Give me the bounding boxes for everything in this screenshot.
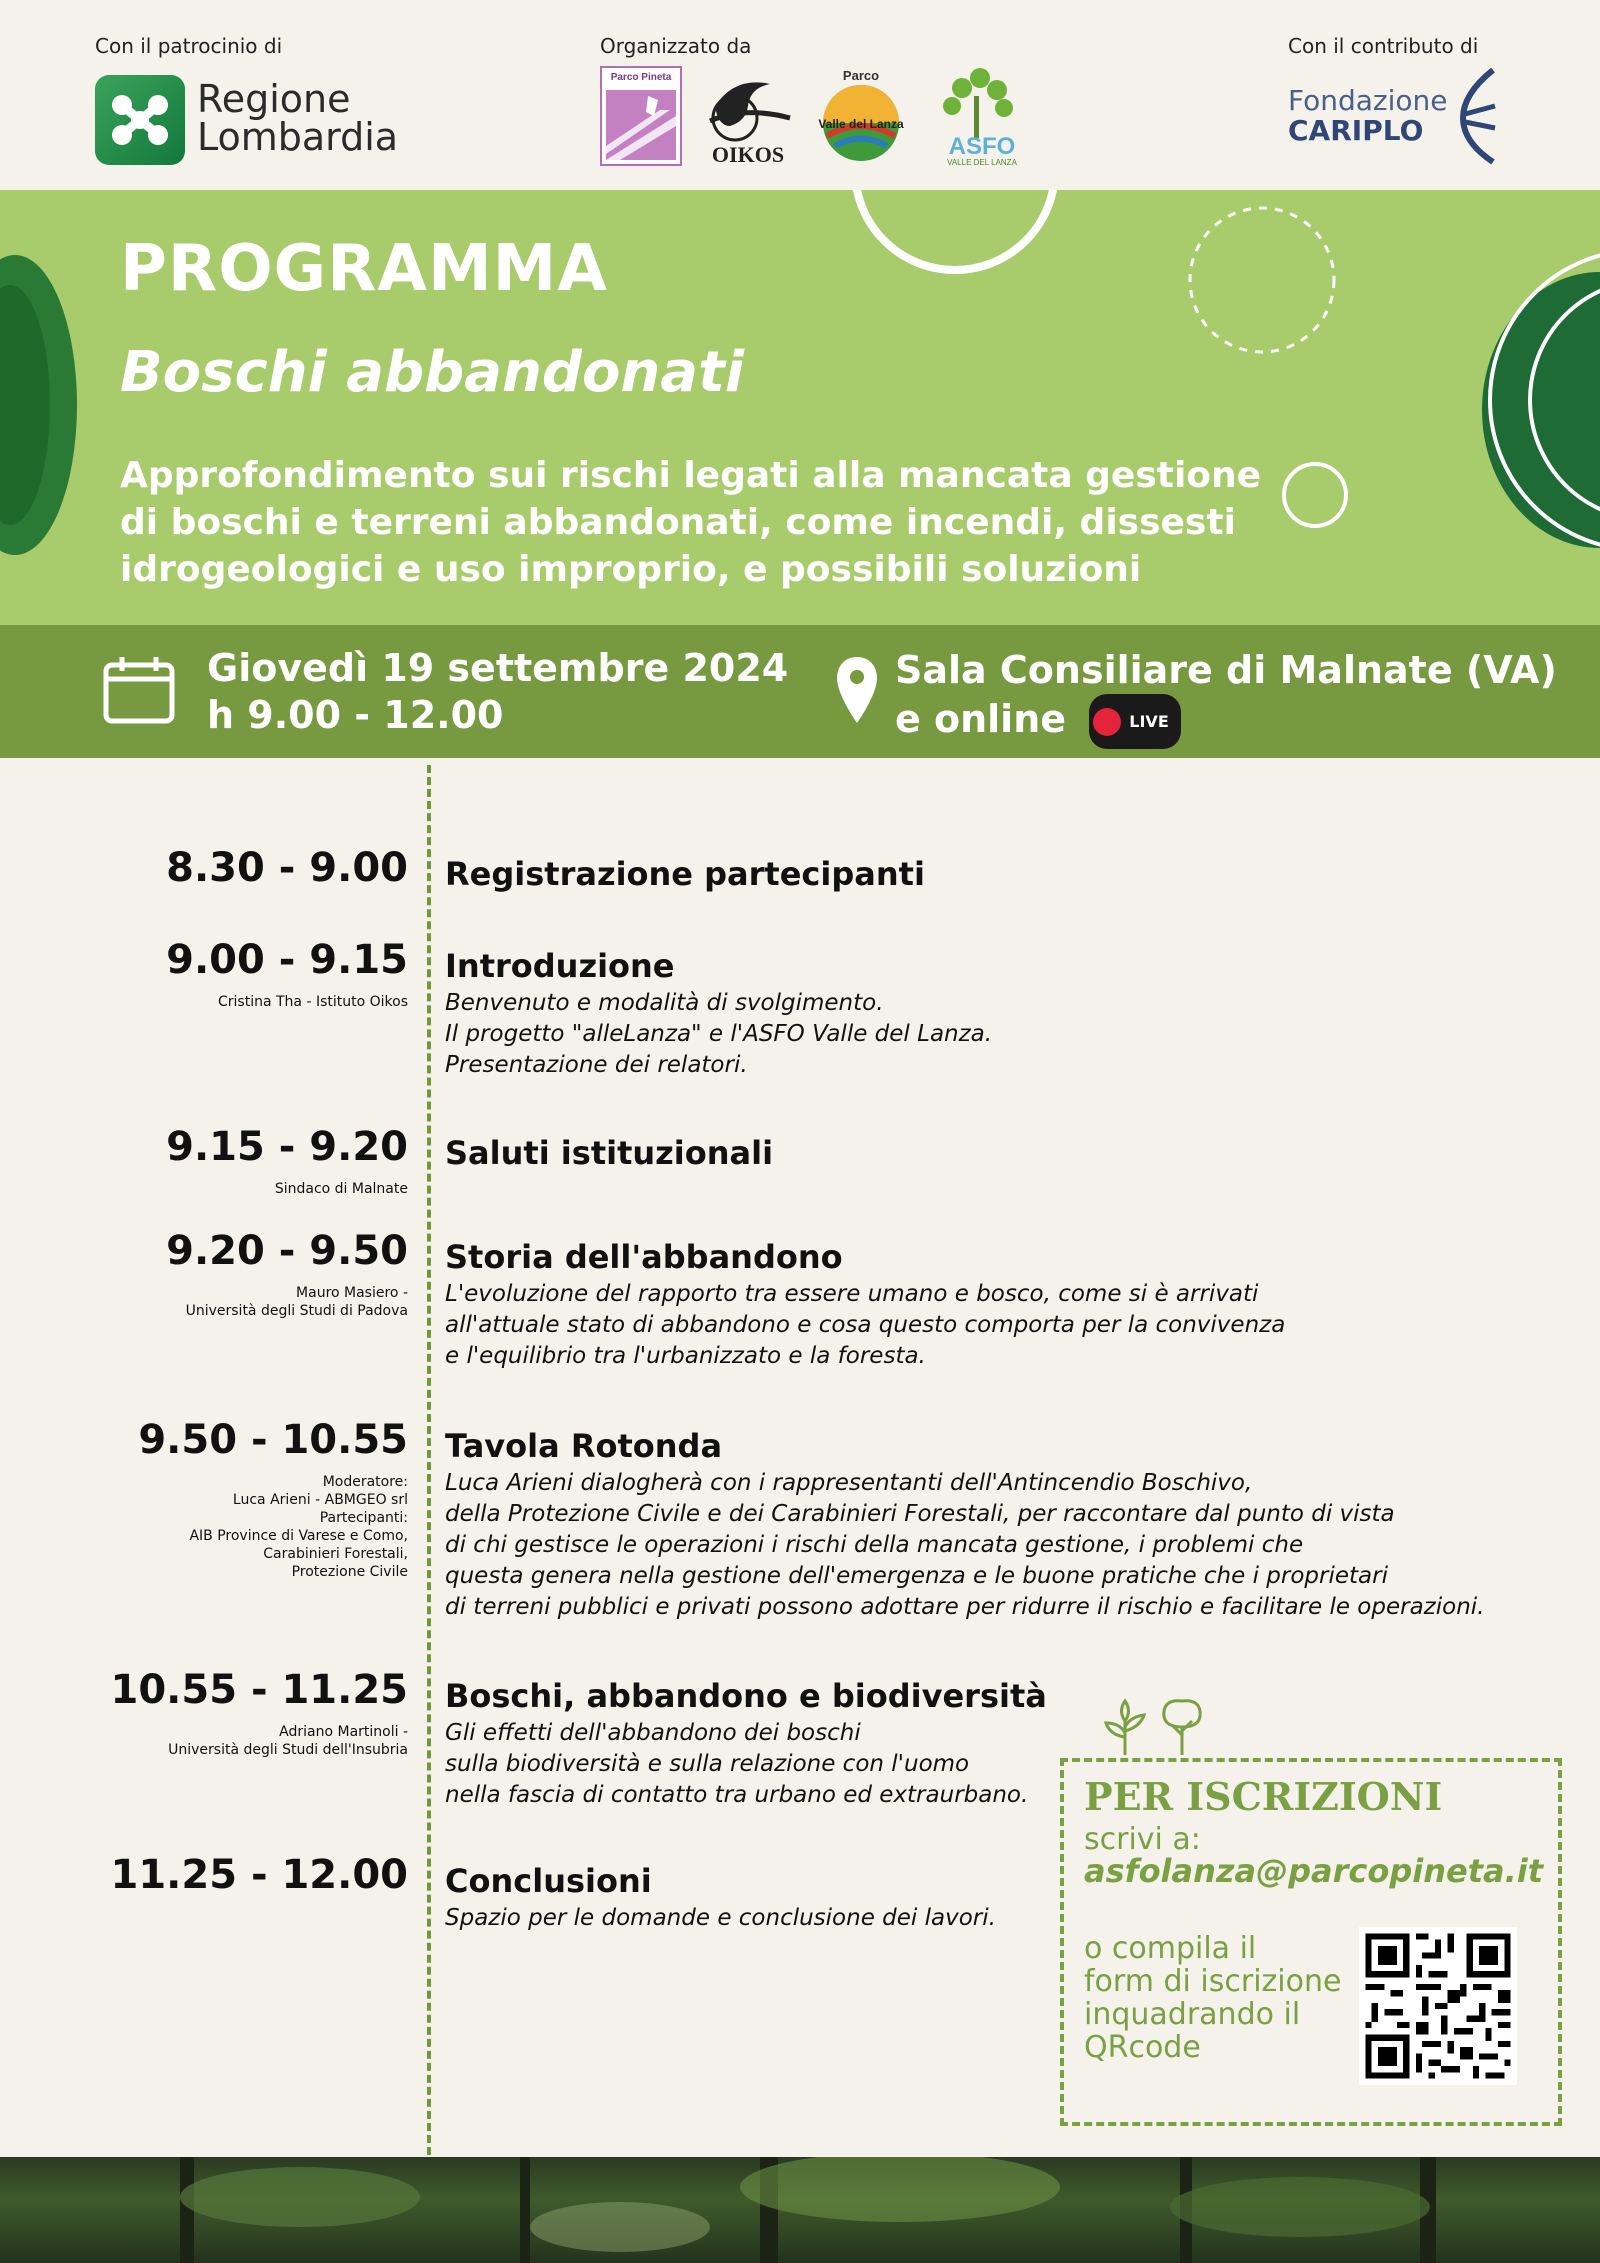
plant-icons bbox=[1100, 1697, 1215, 1761]
event-subtitle: Boschi abbandonati bbox=[120, 340, 745, 405]
slot-speaker: Cristina Tha - Istituto Oikos bbox=[218, 994, 408, 1010]
registration-box bbox=[1060, 1758, 1562, 2126]
event-online-line bbox=[895, 694, 1557, 749]
slot-title: Registrazione partecipanti bbox=[445, 855, 925, 893]
cariplo-mark-icon bbox=[1455, 66, 1499, 170]
organizzato-label: Organizzato da bbox=[600, 34, 752, 58]
live-badge: LIVE bbox=[1089, 694, 1180, 749]
patrocinio-label: Con il patrocinio di bbox=[95, 34, 283, 58]
slot-title: Saluti istituzionali bbox=[445, 1134, 774, 1172]
registration-form-text: o compila il form di iscrizione inquadrando il QRcode bbox=[1084, 1931, 1342, 2065]
registration-email-link[interactable]: asfolanza@parcopineta.it bbox=[1084, 1852, 1544, 1890]
registration-qr-code[interactable] bbox=[1359, 1927, 1517, 2085]
location-pin-icon bbox=[835, 655, 879, 729]
slot-title: Storia dell'abbandono bbox=[445, 1238, 843, 1276]
slot-description: Luca Arieni dialogherà con i rappresentanti dell'Antincendio Boschivo, della Protezione Civile e dei Carabinieri Forestali, per raccontare dal punto di vista di chi gestisce le operazioni i rischi della mancata gestione, i problemi che questa genera nella gestione dell'emergenza e le buone pratiche che i proprietari di terreni pubblici e privati possono adottare per ridurre il rischio e facilitare le operazioni. bbox=[445, 1470, 1485, 1620]
timeline-divider bbox=[427, 765, 431, 2155]
slot-title: Boschi, abbandono e biodiversità bbox=[445, 1677, 1047, 1715]
slot-speaker: Sindaco di Malnate bbox=[274, 1181, 408, 1197]
regione-lombardia-name: Regione Lombardia bbox=[197, 77, 399, 159]
slot-title: Introduzione bbox=[445, 947, 675, 985]
svg-text:Valle del Lanza: Valle del Lanza bbox=[818, 117, 904, 131]
svg-text:ASFO: ASFO bbox=[948, 133, 1016, 160]
slot-speaker: Moderatore: Luca Arieni - ABMGEO srl Partecipanti: AIB Province di Varese e Como, Carabinieri Forestali, Protezione Civile bbox=[189, 1474, 408, 1580]
slot-title: Tavola Rotonda bbox=[445, 1427, 723, 1465]
sponsor-bar bbox=[0, 0, 1600, 190]
slot-description: Spazio per le domande e conclusione dei lavori. bbox=[445, 1905, 996, 1931]
live-signal-icon bbox=[1093, 708, 1121, 736]
page-title: PROGRAMMA bbox=[120, 232, 608, 306]
slot-time: 9.00 - 9.15 bbox=[166, 937, 408, 983]
svg-text:Parco: Parco bbox=[842, 68, 880, 83]
hero-header bbox=[0, 190, 1600, 625]
slot-time: 8.30 - 9.00 bbox=[166, 845, 408, 891]
regione-lombardia-logo bbox=[95, 75, 185, 165]
event-online: e online bbox=[895, 697, 1067, 741]
slot-speaker: Adriano Martinoli - Università degli Studi dell'Insubria bbox=[168, 1724, 408, 1758]
event-date: Giovedì 19 settembre 2024 bbox=[207, 646, 789, 690]
event-hours: h 9.00 - 12.00 bbox=[207, 693, 504, 737]
slot-time: 9.20 - 9.50 bbox=[166, 1228, 408, 1274]
event-place-block bbox=[895, 647, 1557, 749]
event-place: Sala Consiliare di Malnate (VA) bbox=[895, 648, 1557, 692]
slot-time: 10.55 - 11.25 bbox=[110, 1667, 408, 1713]
event-info-band bbox=[0, 625, 1600, 758]
event-description: Approfondimento sui rischi legati alla mancata gestione di boschi e terreni abbandonati, come incendi, dissesti idrogeologici e uso improprio, e possibili soluzioni bbox=[120, 455, 1262, 590]
parco-pineta-logo bbox=[600, 66, 682, 170]
asfo-logo bbox=[922, 66, 1032, 170]
parco-valle-del-lanza-logo bbox=[815, 66, 907, 170]
registration-write-to: scrivi a: bbox=[1084, 1822, 1201, 1857]
svg-text:OIKOS: OIKOS bbox=[711, 142, 785, 166]
slot-title: Conclusioni bbox=[445, 1862, 652, 1900]
registration-title: PER ISCRIZIONI bbox=[1084, 1774, 1443, 1819]
svg-text:Parco Pineta: Parco Pineta bbox=[610, 72, 672, 83]
oikos-logo bbox=[690, 66, 800, 170]
slot-description: Gli effetti dell'abbandono dei boschi sulla biodiversità e sulla relazione con l'uomo nella fascia di contatto tra urbano ed extraurbano. bbox=[445, 1720, 1029, 1808]
slot-time: 9.50 - 10.55 bbox=[138, 1417, 408, 1463]
event-date-block bbox=[207, 645, 788, 739]
contributo-label: Con il contributo di bbox=[1288, 34, 1479, 58]
slot-description: L'evoluzione del rapporto tra essere umano e bosco, come si è arrivati all'attuale stato di abbandono e cosa questo comporta per la convivenza e l'equilibrio tra l'urbanizzato e la foresta. bbox=[445, 1281, 1286, 1369]
calendar-icon bbox=[102, 655, 178, 731]
slot-time: 9.15 - 9.20 bbox=[166, 1124, 408, 1170]
slot-description: Benvenuto e modalità di svolgimento. Il progetto "alleLanza" e l'ASFO Valle del Lanza. Presentazione dei relatori. bbox=[445, 990, 993, 1078]
svg-text:VALLE DEL LANZA: VALLE DEL LANZA bbox=[947, 158, 1017, 166]
slot-speaker: Mauro Masiero - Università degli Studi di Padova bbox=[185, 1285, 408, 1319]
slot-time: 11.25 - 12.00 bbox=[110, 1852, 408, 1898]
forest-photo-footer bbox=[0, 2157, 1600, 2263]
fondazione-cariplo-name: Fondazione CARIPLO bbox=[1288, 84, 1448, 147]
